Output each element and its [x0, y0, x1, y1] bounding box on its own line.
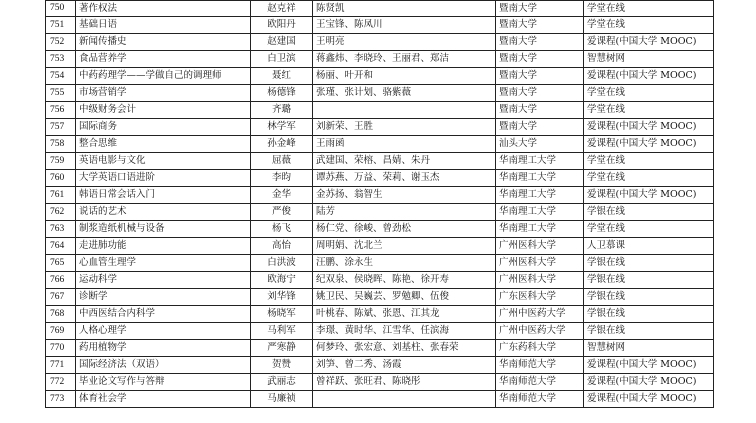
lead-teacher-cell: 马廉祯: [251, 391, 313, 408]
row-number-cell: 753: [46, 51, 76, 68]
platform-name-cell: 学银在线: [584, 272, 714, 289]
team-members-cell: 姚卫民、吴巍芸、罗勉卿、伍俊: [313, 289, 496, 306]
course-name-cell: 说话的艺术: [76, 204, 251, 221]
table-row: [46, 34, 714, 51]
table-row: [46, 255, 714, 272]
course-name-cell: 体育社会学: [76, 391, 251, 408]
row-number-cell: 759: [46, 153, 76, 170]
table-row: [46, 204, 714, 221]
team-members-cell: 杨仁党、徐峻、曾劲松: [313, 221, 496, 238]
lead-teacher-cell: 贺赞: [251, 357, 313, 374]
row-number-cell: 754: [46, 68, 76, 85]
lead-teacher-cell: 金华: [251, 187, 313, 204]
course-name-cell: 基础日语: [76, 17, 251, 34]
course-name-cell: 食品营养学: [76, 51, 251, 68]
school-name-cell: 广东药科大学: [496, 340, 584, 357]
lead-teacher-cell: 高怡: [251, 238, 313, 255]
table-row: [46, 221, 714, 238]
platform-name-cell: 爱课程(中国大学 MOOC): [584, 119, 714, 136]
platform-name-cell: 学堂在线: [584, 153, 714, 170]
table-row: [46, 187, 714, 204]
team-members-cell: 纪双泉、侯晓晖、陈艳、徐开寿: [313, 272, 496, 289]
table-row: [46, 170, 714, 187]
lead-teacher-cell: 杨晓军: [251, 306, 313, 323]
course-name-cell: 整合思维: [76, 136, 251, 153]
table-row: [46, 136, 714, 153]
course-table-body: [46, 1, 714, 408]
team-members-cell: 杨丽、叶开和: [313, 68, 496, 85]
school-name-cell: 广州中医药大学: [496, 323, 584, 340]
table-row: [46, 306, 714, 323]
platform-name-cell: 爱课程(中国大学 MOOC): [584, 136, 714, 153]
course-name-cell: 新闻传播史: [76, 34, 251, 51]
lead-teacher-cell: 杨飞: [251, 221, 313, 238]
table-row: [46, 238, 714, 255]
row-number-cell: 771: [46, 357, 76, 374]
platform-name-cell: 学银在线: [584, 204, 714, 221]
team-members-cell: 刘新荣、王胜: [313, 119, 496, 136]
table-row: [46, 153, 714, 170]
school-name-cell: 华南理工大学: [496, 153, 584, 170]
school-name-cell: 华南理工大学: [496, 204, 584, 221]
course-name-cell: 心血管生理学: [76, 255, 251, 272]
school-name-cell: 暨南大学: [496, 102, 584, 119]
table-row: [46, 85, 714, 102]
platform-name-cell: 学堂在线: [584, 221, 714, 238]
course-name-cell: 运动科学: [76, 272, 251, 289]
lead-teacher-cell: 白卫滨: [251, 51, 313, 68]
lead-teacher-cell: 林学军: [251, 119, 313, 136]
row-number-cell: 752: [46, 34, 76, 51]
course-name-cell: 中药药理学——学做自己的调理师: [76, 68, 251, 85]
course-name-cell: 英语电影与文化: [76, 153, 251, 170]
table-row: [46, 340, 714, 357]
school-name-cell: 广州医科大学: [496, 272, 584, 289]
course-name-cell: 国际商务: [76, 119, 251, 136]
course-table: [45, 0, 714, 408]
team-members-cell: 刘笋、曾二秀、汤霞: [313, 357, 496, 374]
course-name-cell: 走进肺功能: [76, 238, 251, 255]
row-number-cell: 756: [46, 102, 76, 119]
platform-name-cell: 学银在线: [584, 255, 714, 272]
row-number-cell: 768: [46, 306, 76, 323]
row-number-cell: 757: [46, 119, 76, 136]
school-name-cell: 暨南大学: [496, 85, 584, 102]
lead-teacher-cell: 齐璐: [251, 102, 313, 119]
table-row: [46, 68, 714, 85]
lead-teacher-cell: 欧阳丹: [251, 17, 313, 34]
team-members-cell: 蒋鑫炜、李晓玲、王丽君、郑洁: [313, 51, 496, 68]
row-number-cell: 765: [46, 255, 76, 272]
school-name-cell: 广州医科大学: [496, 255, 584, 272]
course-name-cell: 中级财务会计: [76, 102, 251, 119]
lead-teacher-cell: 孙金峰: [251, 136, 313, 153]
lead-teacher-cell: 严俊: [251, 204, 313, 221]
row-number-cell: 762: [46, 204, 76, 221]
team-members-cell: 周明娟、沈北兰: [313, 238, 496, 255]
school-name-cell: 暨南大学: [496, 1, 584, 17]
lead-teacher-cell: 严寒静: [251, 340, 313, 357]
lead-teacher-cell: 欧海宁: [251, 272, 313, 289]
course-name-cell: 韩语日常会话入门: [76, 187, 251, 204]
school-name-cell: 暨南大学: [496, 51, 584, 68]
team-members-cell: 曾祥跃、张旺君、陈晓彤: [313, 374, 496, 391]
lead-teacher-cell: 聂红: [251, 68, 313, 85]
school-name-cell: 华南理工大学: [496, 221, 584, 238]
table-row: [46, 272, 714, 289]
platform-name-cell: 学堂在线: [584, 85, 714, 102]
course-name-cell: 市场营销学: [76, 85, 251, 102]
school-name-cell: 华南师范大学: [496, 374, 584, 391]
team-members-cell: 叶桃春、陈斌、张恩、江其龙: [313, 306, 496, 323]
lead-teacher-cell: 武丽志: [251, 374, 313, 391]
row-number-cell: 773: [46, 391, 76, 408]
team-members-cell: [313, 102, 496, 119]
row-number-cell: 751: [46, 17, 76, 34]
team-members-cell: 陈贤凯: [313, 1, 496, 17]
course-name-cell: 制浆造纸机械与设备: [76, 221, 251, 238]
table-row: [46, 357, 714, 374]
row-number-cell: 772: [46, 374, 76, 391]
school-name-cell: 华南理工大学: [496, 187, 584, 204]
course-name-cell: 大学英语口语进阶: [76, 170, 251, 187]
school-name-cell: 暨南大学: [496, 119, 584, 136]
table-row: [46, 391, 714, 408]
row-number-cell: 763: [46, 221, 76, 238]
platform-name-cell: 爱课程(中国大学 MOOC): [584, 187, 714, 204]
team-members-cell: 李璟、黄时华、江雪华、任滨海: [313, 323, 496, 340]
table-row: [46, 17, 714, 34]
platform-name-cell: 学堂在线: [584, 170, 714, 187]
table-row: [46, 289, 714, 306]
team-members-cell: 陆芳: [313, 204, 496, 221]
school-name-cell: 暨南大学: [496, 17, 584, 34]
school-name-cell: 广州中医药大学: [496, 306, 584, 323]
team-members-cell: 张瑾、张计划、骆紫薇: [313, 85, 496, 102]
row-number-cell: 758: [46, 136, 76, 153]
course-name-cell: 诊断学: [76, 289, 251, 306]
course-name-cell: 中西医结合内科学: [76, 306, 251, 323]
team-members-cell: 武建国、荣榕、昌婧、朱丹: [313, 153, 496, 170]
lead-teacher-cell: 赵克祥: [251, 1, 313, 17]
team-members-cell: 金苏扬、翁智生: [313, 187, 496, 204]
course-name-cell: 毕业论文写作与答辩: [76, 374, 251, 391]
course-table-container: [45, 0, 713, 408]
row-number-cell: 760: [46, 170, 76, 187]
platform-name-cell: 人卫慕课: [584, 238, 714, 255]
school-name-cell: 广东医科大学: [496, 289, 584, 306]
platform-name-cell: 爱课程(中国大学 MOOC): [584, 68, 714, 85]
course-name-cell: 著作权法: [76, 1, 251, 17]
team-members-cell: 王雨函: [313, 136, 496, 153]
platform-name-cell: 学堂在线: [584, 102, 714, 119]
course-name-cell: 国际经济法（双语）: [76, 357, 251, 374]
platform-name-cell: 智慧树网: [584, 51, 714, 68]
lead-teacher-cell: 屈薇: [251, 153, 313, 170]
platform-name-cell: 学银在线: [584, 306, 714, 323]
platform-name-cell: 爱课程(中国大学 MOOC): [584, 357, 714, 374]
lead-teacher-cell: 赵建国: [251, 34, 313, 51]
school-name-cell: 暨南大学: [496, 68, 584, 85]
platform-name-cell: 学银在线: [584, 289, 714, 306]
lead-teacher-cell: 李昀: [251, 170, 313, 187]
row-number-cell: 764: [46, 238, 76, 255]
school-name-cell: 华南理工大学: [496, 170, 584, 187]
school-name-cell: 汕头大学: [496, 136, 584, 153]
course-name-cell: 药用植物学: [76, 340, 251, 357]
row-number-cell: 761: [46, 187, 76, 204]
team-members-cell: 王宝锋、陈凤川: [313, 17, 496, 34]
platform-name-cell: 学银在线: [584, 323, 714, 340]
row-number-cell: 769: [46, 323, 76, 340]
lead-teacher-cell: 杨德锋: [251, 85, 313, 102]
table-row: [46, 323, 714, 340]
school-name-cell: 广州医科大学: [496, 238, 584, 255]
table-row: [46, 374, 714, 391]
table-row: [46, 119, 714, 136]
platform-name-cell: 爱课程(中国大学 MOOC): [584, 34, 714, 51]
row-number-cell: 770: [46, 340, 76, 357]
team-members-cell: 王明亮: [313, 34, 496, 51]
platform-name-cell: 智慧树网: [584, 340, 714, 357]
table-row: [46, 51, 714, 68]
course-name-cell: 人格心理学: [76, 323, 251, 340]
school-name-cell: 华南师范大学: [496, 391, 584, 408]
school-name-cell: 暨南大学: [496, 34, 584, 51]
platform-name-cell: 学堂在线: [584, 17, 714, 34]
row-number-cell: 755: [46, 85, 76, 102]
lead-teacher-cell: 白洪波: [251, 255, 313, 272]
platform-name-cell: 学堂在线: [584, 1, 714, 17]
lead-teacher-cell: 刘华锋: [251, 289, 313, 306]
table-row: [46, 102, 714, 119]
row-number-cell: 766: [46, 272, 76, 289]
team-members-cell: 汪鹏、涂永生: [313, 255, 496, 272]
platform-name-cell: 爱课程(中国大学 MOOC): [584, 391, 714, 408]
table-row: [46, 1, 714, 17]
team-members-cell: 何梦玲、张宏意、刘基柱、张春荣: [313, 340, 496, 357]
school-name-cell: 华南师范大学: [496, 357, 584, 374]
row-number-cell: 750: [46, 1, 76, 17]
team-members-cell: [313, 391, 496, 408]
platform-name-cell: 爱课程(中国大学 MOOC): [584, 374, 714, 391]
lead-teacher-cell: 马利军: [251, 323, 313, 340]
team-members-cell: 谭苏燕、万益、荣莉、谢玉杰: [313, 170, 496, 187]
row-number-cell: 767: [46, 289, 76, 306]
